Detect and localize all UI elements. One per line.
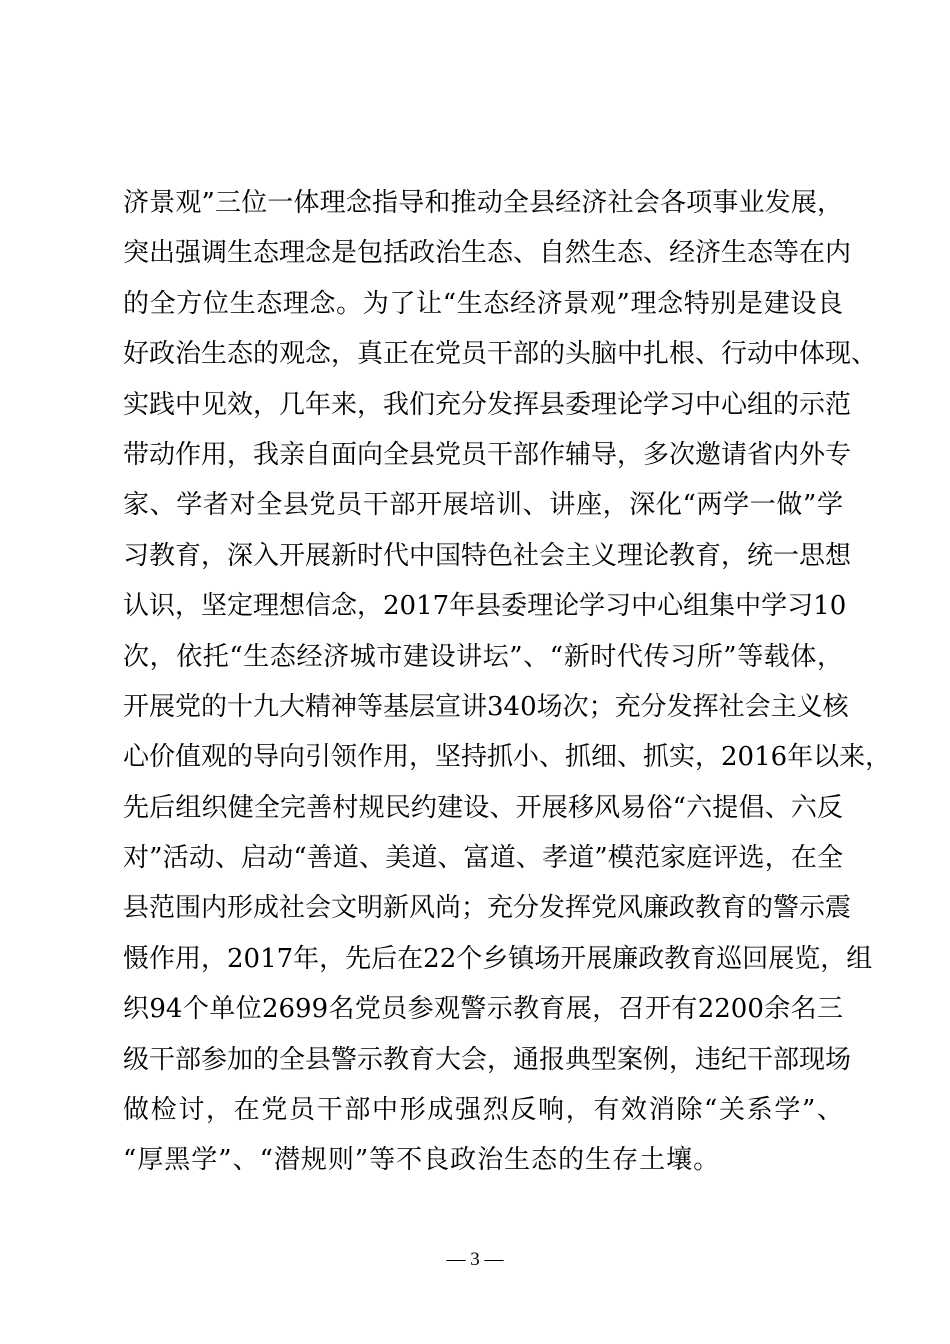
text-line: 认识，坚定理想信念，2017年县委理论学习中心组集中学习10 <box>123 591 847 622</box>
text-line: 实践中见效，几年来，我们充分发挥县委理论学习中心组的示范 <box>123 389 852 420</box>
text-line: 级干部参加的全县警示教育大会，通报典型案例，违纪干部现场 <box>123 1044 852 1075</box>
text-line: 慑作用，2017年，先后在22个乡镇场开展廉政教育巡回展览，组 <box>123 943 873 974</box>
text-line: 开展党的十九大精神等基层宣讲340场次；充分发挥社会主义核 <box>123 691 849 722</box>
text-line: 织94个单位2699名党员参观警示教育展，召开有2200余名三 <box>123 994 843 1025</box>
text-line: 次，依托“生态经济城市建设讲坛”、“新时代传习所”等载体， <box>123 641 843 672</box>
text-line: 县范围内形成社会文明新风尚；充分发挥党风廉政教育的警示震 <box>123 893 852 924</box>
text-line: 先后组织健全完善村规民约建设、开展移风易俗“六提倡、六反 <box>123 792 843 823</box>
text-line: 带动作用，我亲自面向全县党员干部作辅导，多次邀请省内外专 <box>123 439 852 470</box>
text-line: 做检讨，在党员干部中形成强烈反响，有效消除“关系学”、 <box>123 1095 843 1126</box>
text-line: 的全方位生态理念。为了让“生态经济景观”理念特别是建设良 <box>123 288 843 319</box>
text-line: 好政治生态的观念，真正在党员干部的头脑中扎根、行动中体现、 <box>123 339 878 370</box>
text-line-last: “厚黑学”、“潜规则”等不良政治生态的生存土壤。 <box>123 1145 721 1176</box>
text-line: 习教育，深入开展新时代中国特色社会主义理论教育，统一思想 <box>123 540 852 571</box>
text-line: 家、学者对全县党员干部开展培训、讲座，深化“两学一做”学 <box>123 490 843 521</box>
text-line: 济景观”三位一体理念指导和推动全县经济社会各项事业发展， <box>123 188 843 218</box>
page-number: — 3 — <box>446 1249 504 1270</box>
text-line: 心价值观的导向引领作用，坚持抓小、抓细、抓实，2016年以来， <box>123 742 892 773</box>
text-line: 对”活动、启动“善道、美道、富道、孝道”模范家庭评选，在全 <box>123 843 843 874</box>
text-line: 突出强调生态理念是包括政治生态、自然生态、经济生态等在内 <box>123 238 852 269</box>
body-paragraph <box>123 178 892 1186</box>
